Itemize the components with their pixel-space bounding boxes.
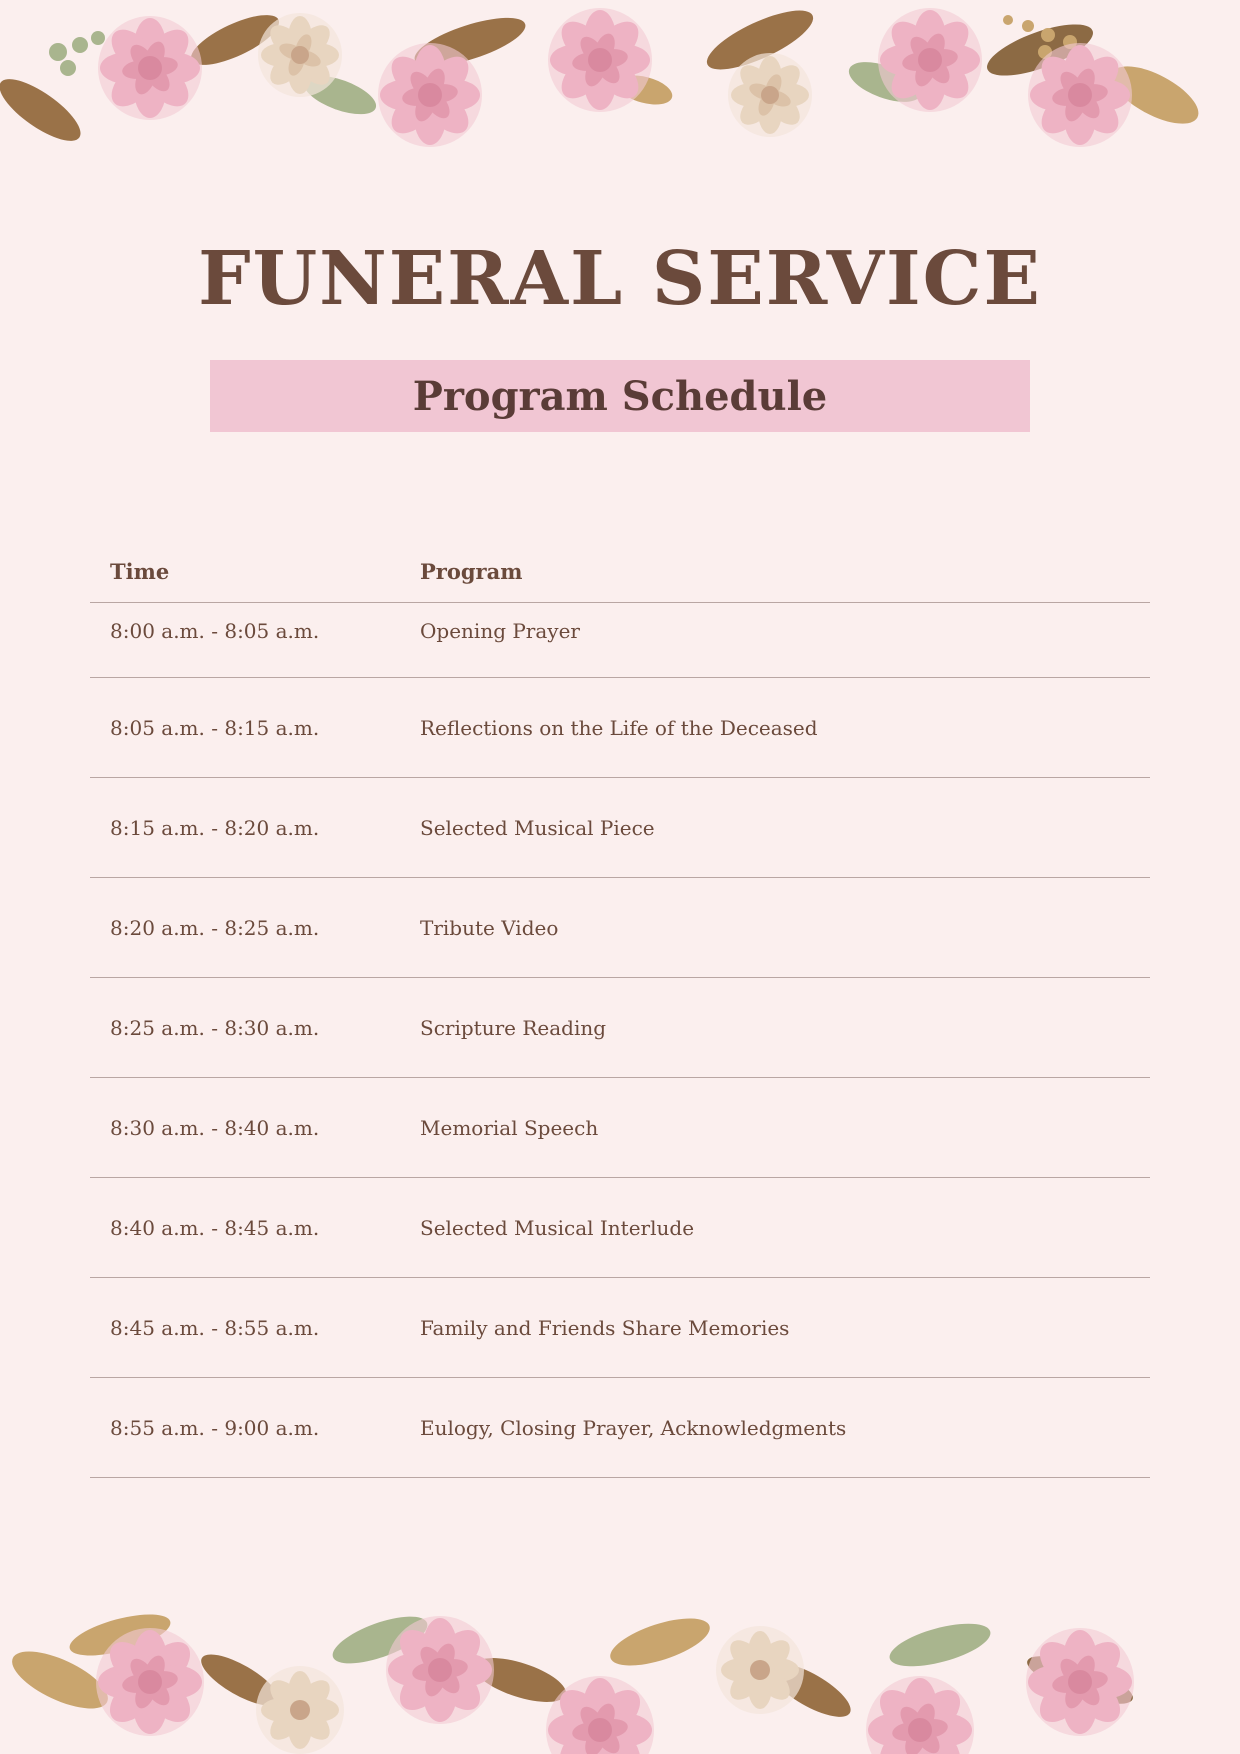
flower-icon bbox=[378, 43, 482, 147]
program-table bbox=[90, 540, 1150, 1478]
flower-icon bbox=[716, 1626, 804, 1714]
program-cell: Family and Friends Share Memories bbox=[420, 1315, 790, 1340]
flower-icon bbox=[386, 1616, 494, 1724]
time-cell: 8:55 a.m. - 9:00 a.m. bbox=[110, 1415, 320, 1440]
flower-icon bbox=[98, 16, 202, 120]
time-cell: 8:20 a.m. - 8:25 a.m. bbox=[110, 915, 320, 940]
page-title: FUNERAL SERVICE bbox=[198, 236, 1042, 322]
time-cell: 8:25 a.m. - 8:30 a.m. bbox=[110, 1015, 320, 1040]
table-row bbox=[90, 1378, 1150, 1478]
subtitle-band bbox=[210, 360, 1030, 432]
floral-border-bottom bbox=[0, 1600, 1240, 1754]
table-row bbox=[90, 1078, 1150, 1178]
floral-border-top bbox=[0, 0, 1240, 170]
program-cell: Memorial Speech bbox=[420, 1115, 599, 1140]
time-cell: 8:45 a.m. - 8:55 a.m. bbox=[110, 1315, 320, 1340]
flower-icon bbox=[258, 13, 342, 97]
program-cell: Selected Musical Piece bbox=[420, 815, 655, 840]
flower-icon bbox=[256, 1666, 344, 1754]
flower-icon bbox=[728, 53, 812, 137]
time-cell: 8:40 a.m. - 8:45 a.m. bbox=[110, 1215, 320, 1240]
table-row bbox=[90, 1278, 1150, 1378]
time-cell: 8:05 a.m. - 8:15 a.m. bbox=[110, 715, 320, 740]
page-subtitle: Program Schedule bbox=[412, 372, 828, 420]
leaf-icon bbox=[0, 69, 89, 152]
table-row bbox=[90, 778, 1150, 878]
leaf-icon bbox=[885, 1615, 994, 1675]
table-row bbox=[90, 678, 1150, 778]
program-cell: Selected Musical Interlude bbox=[420, 1215, 695, 1240]
flower-icon bbox=[96, 1628, 204, 1736]
column-header-program: Program bbox=[420, 558, 523, 584]
flower-icon bbox=[878, 8, 982, 112]
time-cell: 8:00 a.m. - 8:05 a.m. bbox=[110, 619, 320, 643]
time-cell: 8:30 a.m. - 8:40 a.m. bbox=[110, 1115, 320, 1140]
column-header-time: Time bbox=[110, 558, 170, 584]
program-cell: Scripture Reading bbox=[420, 1015, 607, 1040]
leaf-icon bbox=[605, 1609, 715, 1675]
table-row bbox=[90, 978, 1150, 1078]
table-header-row bbox=[90, 540, 1150, 603]
program-cell: Reflections on the Life of the Deceased bbox=[420, 715, 818, 740]
flower-icon bbox=[866, 1676, 974, 1754]
program-cell: Opening Prayer bbox=[420, 619, 580, 643]
flower-icon bbox=[1028, 43, 1132, 147]
table-body bbox=[90, 603, 1150, 1478]
flower-icon bbox=[1026, 1628, 1134, 1736]
table-row bbox=[90, 1178, 1150, 1278]
program-cell: Eulogy, Closing Prayer, Acknowledgments bbox=[420, 1415, 847, 1440]
program-cell: Tribute Video bbox=[420, 915, 559, 940]
table-row bbox=[90, 603, 1150, 678]
flower-icon bbox=[548, 8, 652, 112]
time-cell: 8:15 a.m. - 8:20 a.m. bbox=[110, 815, 320, 840]
berry-sprig-icon bbox=[49, 31, 105, 76]
table-row bbox=[90, 878, 1150, 978]
